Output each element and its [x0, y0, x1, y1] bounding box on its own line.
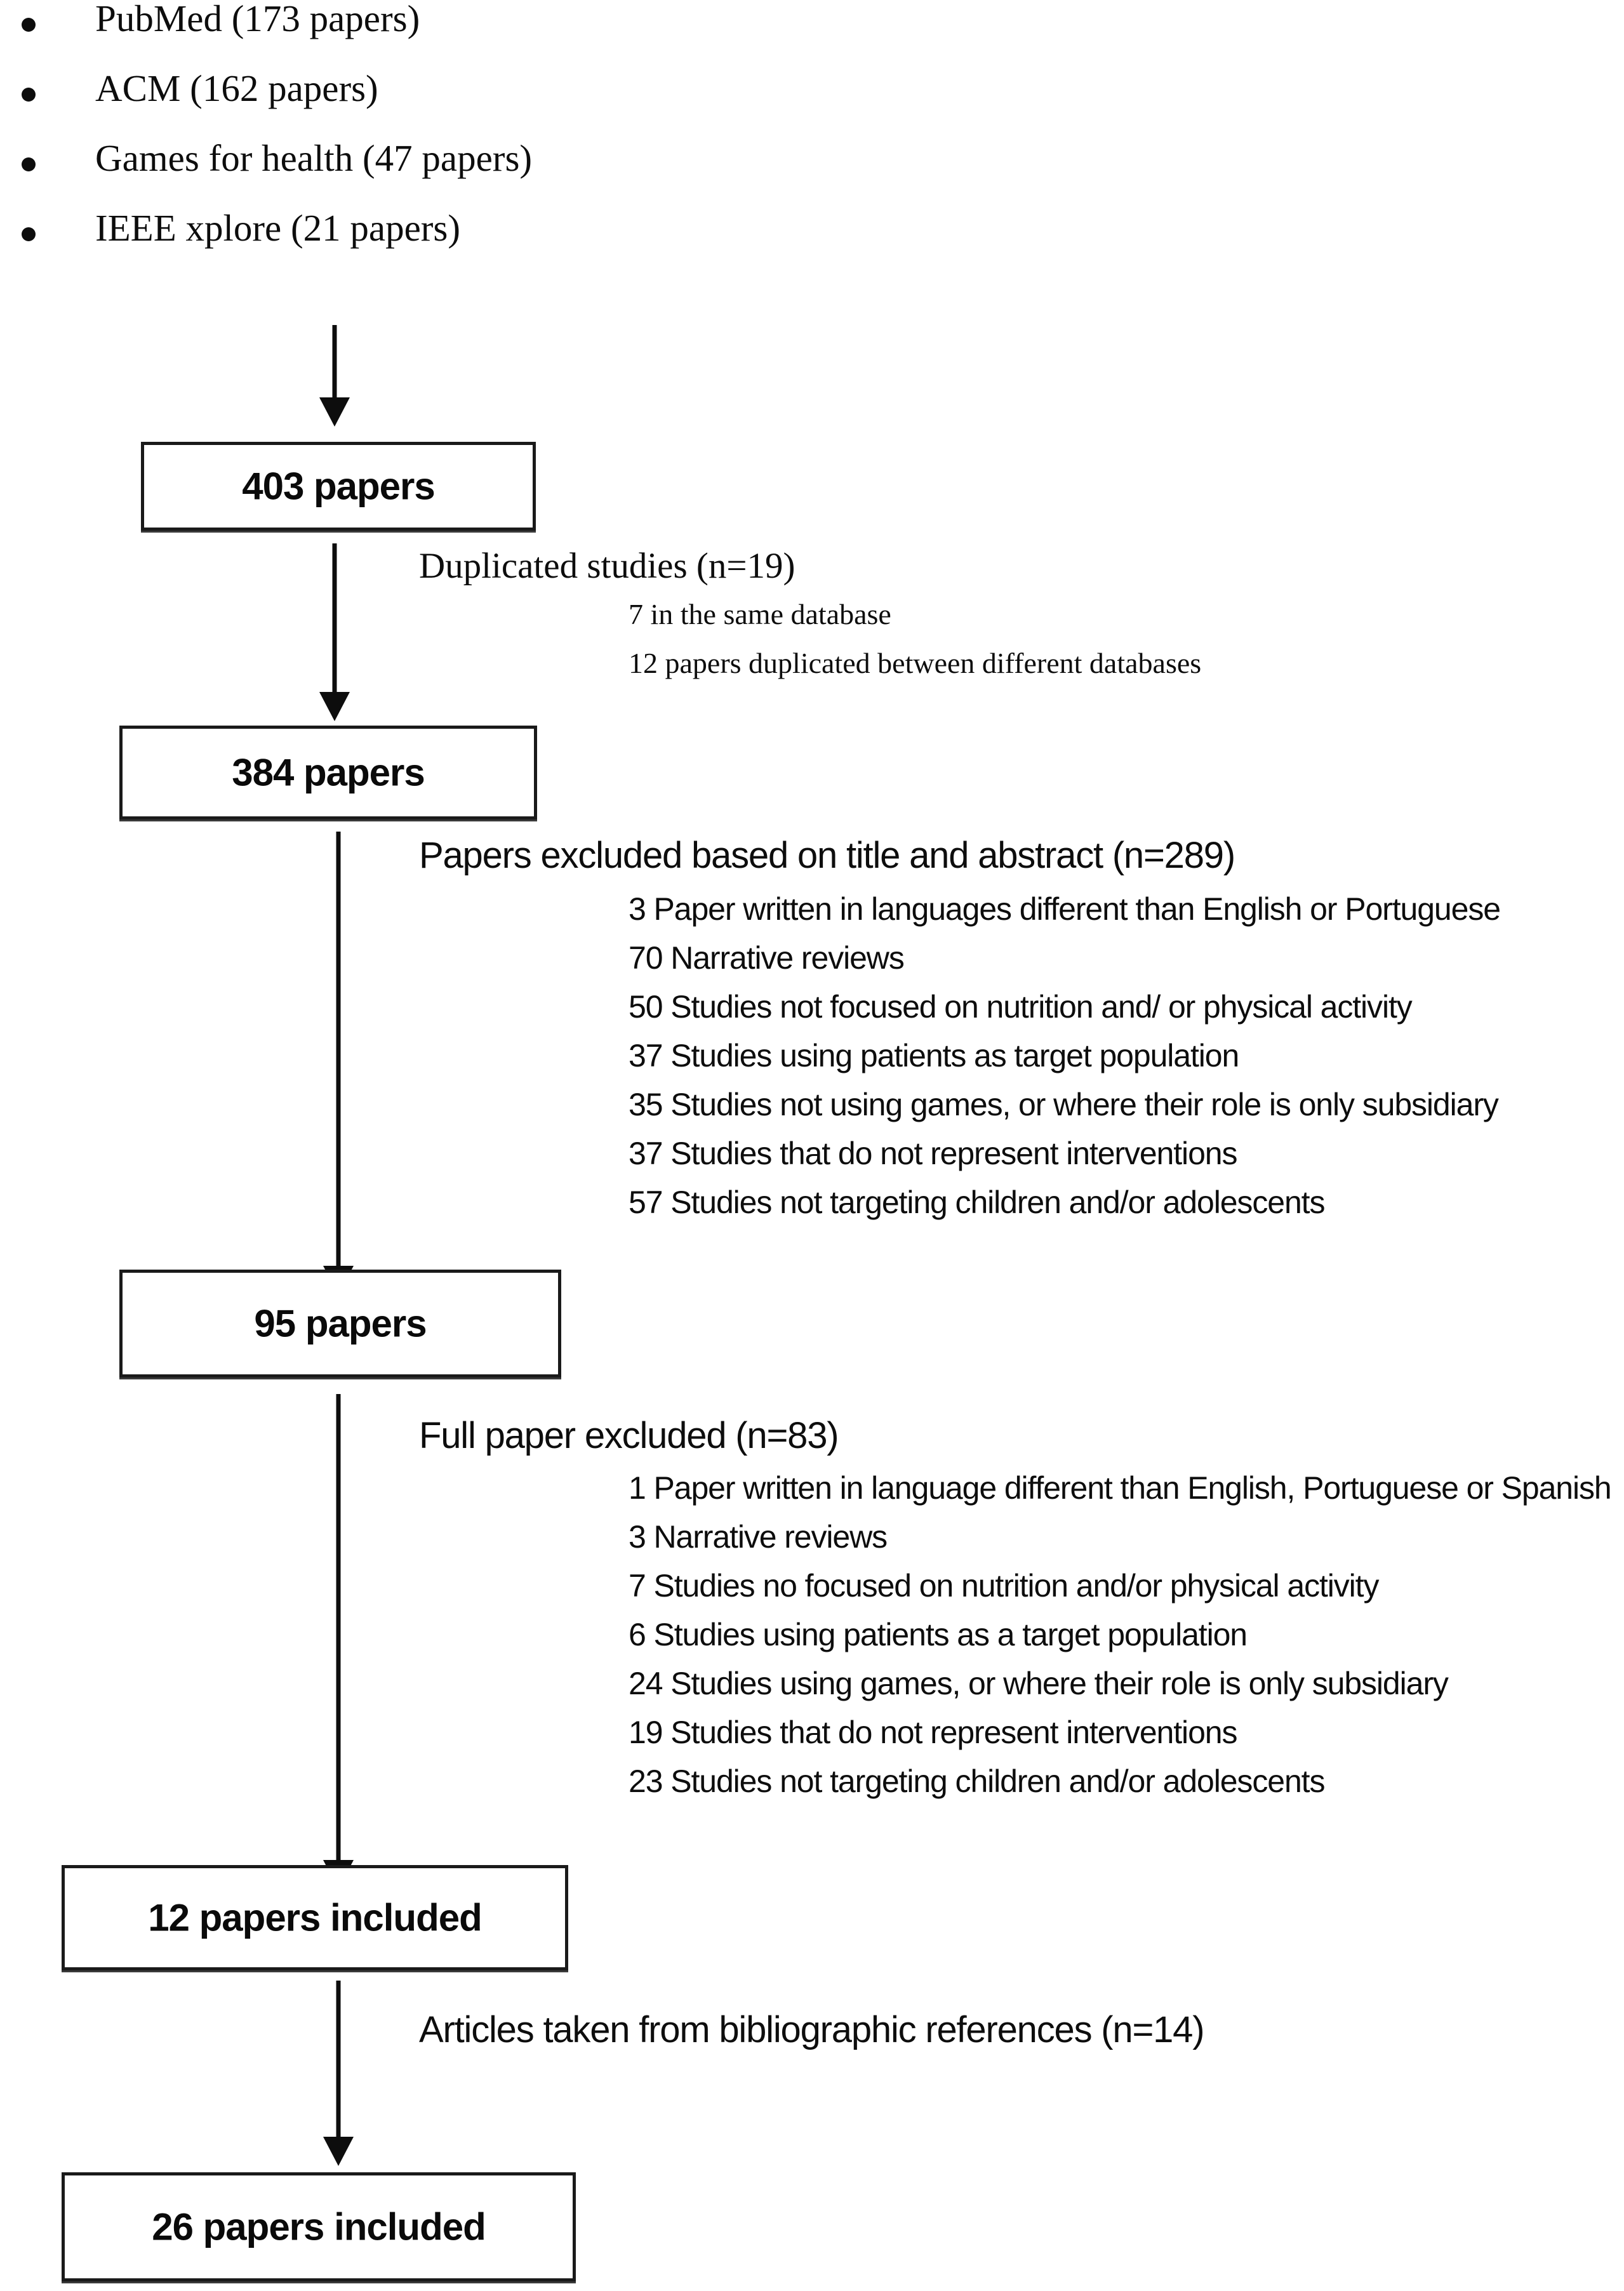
annotation-heading: Articles taken from bibliographic references (n=14): [419, 2009, 1204, 2050]
annotation-title-abstract-exclusions: [419, 837, 1613, 1229]
annotation-sub-item: 37 Studies using patients as target population: [629, 1037, 1239, 1073]
bullet-icon: [22, 18, 36, 32]
box-label: 12 papers included: [148, 1896, 482, 1939]
box-papers-included-initial: [62, 1865, 568, 1970]
list-item: [0, 0, 889, 70]
annotation-sub-item: 1 Paper written in language different than English, Portuguese or Spanish: [629, 1470, 1611, 1506]
box-papers-included-final: [62, 2172, 576, 2281]
source-label: Games for health (47 papers): [95, 137, 533, 179]
annotation-heading: Papers excluded based on title and abstract (n=289): [419, 835, 1235, 876]
annotation-sub-item: 23 Studies not targeting children and/or adolescents: [629, 1763, 1325, 1799]
annotation-full-paper-exclusions: [419, 1417, 1613, 1808]
annotation-sub-item: 6 Studies using patients as a target population: [629, 1616, 1248, 1652]
annotation-sub-item: 37 Studies that do not represent interventions: [629, 1135, 1237, 1171]
box-label: 384 papers: [232, 751, 425, 794]
list-item: [0, 67, 889, 140]
arrow-shaft: [336, 832, 341, 1270]
arrow-head-icon: [319, 397, 350, 427]
source-label: ACM (162 papers): [95, 67, 378, 109]
bullet-icon: [22, 227, 36, 241]
annotation-sub-list: [419, 887, 1613, 1225]
annotation-heading: Duplicated studies (n=19): [419, 546, 795, 586]
arrow-shaft: [333, 543, 337, 696]
database-source-list: [0, 0, 889, 279]
annotation-heading: Full paper excluded (n=83): [419, 1415, 839, 1456]
bullet-icon: [22, 157, 36, 171]
box-label: 26 papers included: [152, 2205, 486, 2248]
annotation-bibliographic-references: [419, 2011, 1498, 2052]
arrow-head-icon: [319, 692, 350, 721]
annotation-duplicated-studies: [419, 547, 1409, 689]
annotation-sub-item: 7 Studies no focused on nutrition and/or physical activity: [629, 1567, 1379, 1604]
annotation-sub-list: [419, 592, 1409, 686]
arrow-shaft: [336, 1981, 341, 2141]
annotation-sub-item: 24 Studies using games, or where their role is only subsidiary: [629, 1665, 1448, 1701]
annotation-sub-item: 12 papers duplicated between different databases: [629, 647, 1202, 680]
box-records-after-duplicates: [119, 726, 537, 820]
annotation-sub-item: 57 Studies not targeting children and/or adolescents: [629, 1184, 1325, 1220]
box-records-identified: [141, 442, 536, 531]
box-label: 403 papers: [242, 465, 435, 508]
annotation-sub-item: 70 Narrative reviews: [629, 940, 904, 976]
annotation-sub-item: 3 Narrative reviews: [629, 1518, 888, 1555]
annotation-sub-item: 3 Paper written in languages different than English or Portuguese: [629, 891, 1500, 927]
arrow-shaft: [336, 1394, 341, 1864]
arrow-head-icon: [323, 2137, 354, 2166]
annotation-sub-item: 35 Studies not using games, or where their role is only subsidiary: [629, 1086, 1498, 1122]
list-item: [0, 137, 889, 209]
annotation-sub-list: [419, 1466, 1613, 1804]
arrow-shaft: [333, 325, 337, 401]
box-records-after-screening: [119, 1270, 561, 1378]
annotation-sub-item: 50 Studies not focused on nutrition and/ or physical activity: [629, 988, 1412, 1025]
annotation-sub-item: 7 in the same database: [629, 597, 891, 630]
bullet-icon: [22, 88, 36, 102]
source-label: PubMed (173 papers): [95, 0, 420, 39]
source-label: IEEE xplore (21 papers): [95, 207, 461, 249]
box-label: 95 papers: [254, 1302, 427, 1345]
list-item: [0, 209, 889, 279]
annotation-sub-item: 19 Studies that do not represent interventions: [629, 1714, 1237, 1750]
